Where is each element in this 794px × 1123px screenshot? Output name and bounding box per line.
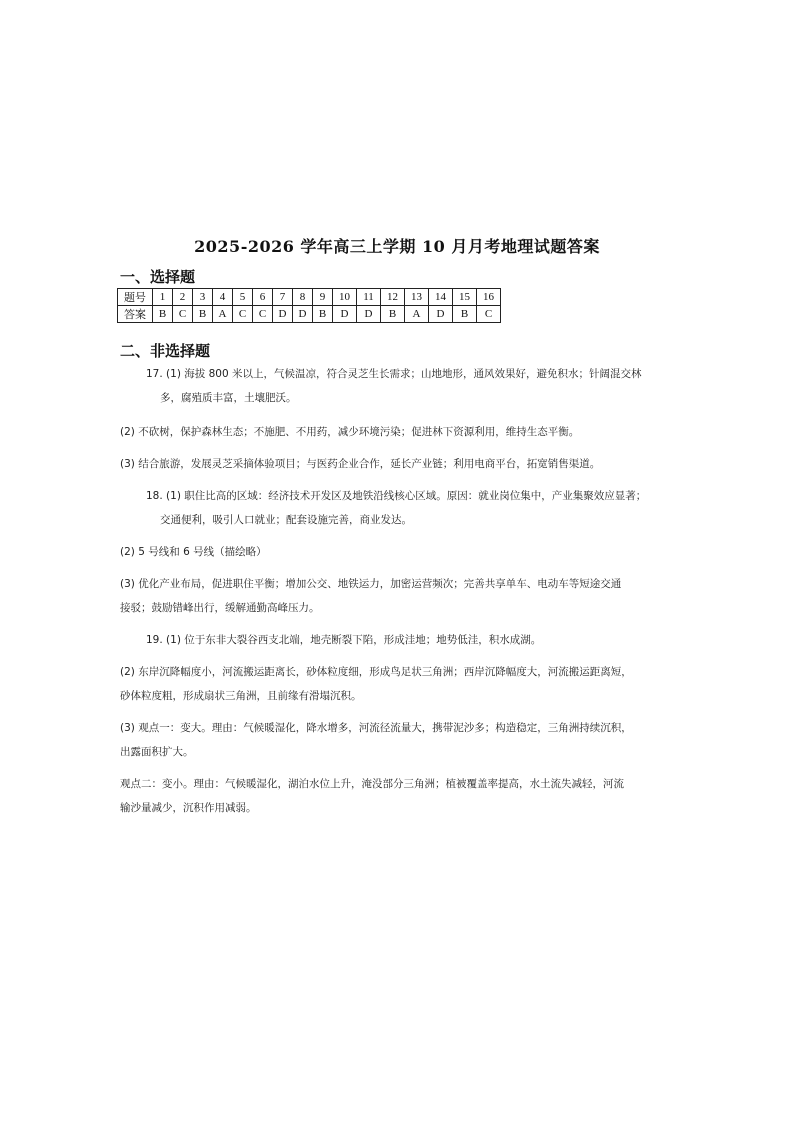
q19-answer-1: 19. (1) 位于东非大裂谷西支北端，地壳断裂下陷，形成洼地；地势低洼，积水成湖。	[146, 634, 542, 646]
table-cell: 10	[333, 289, 357, 306]
table-cell: B	[313, 306, 333, 323]
table-header-cell: 答案	[118, 306, 153, 323]
q17-answer-1: 17. (1) 海拔 800 米以上，气候温凉，符合灵芝生长需求；山地地形，通风效果好，避免积水；针阔混交林	[146, 368, 642, 380]
table-header-cell: 题号	[118, 289, 153, 306]
q18-answer-3-cont: 接驳；鼓励错峰出行，缓解通勤高峰压力。	[120, 602, 320, 614]
q19-answer-4-cont: 输沙量减少，沉积作用减弱。	[120, 802, 257, 814]
table-cell: 16	[477, 289, 501, 306]
table-cell: C	[253, 306, 273, 323]
table-cell: 14	[429, 289, 453, 306]
q19-answer-3: (3) 观点一：变大。理由：气候暖湿化，降水增多，河流径流量大，携带泥沙多；构造稳定，三角洲持续沉积，	[120, 722, 632, 734]
table-cell: B	[453, 306, 477, 323]
table-cell: 1	[153, 289, 173, 306]
table-row-numbers	[118, 289, 501, 306]
table-cell: D	[273, 306, 293, 323]
table-cell: 15	[453, 289, 477, 306]
table-cell: 12	[381, 289, 405, 306]
table-cell: A	[405, 306, 429, 323]
table-cell: 2	[173, 289, 193, 306]
q18-answer-3: (3) 优化产业布局，促进职住平衡；增加公交、地铁运力，加密运营频次；完善共享单车、电动车等短途交通	[120, 578, 622, 590]
table-cell: 9	[313, 289, 333, 306]
table-cell: D	[429, 306, 453, 323]
table-cell: 4	[213, 289, 233, 306]
table-cell: 13	[405, 289, 429, 306]
q17-answer-3: (3) 结合旅游，发展灵芝采摘体验项目；与医药企业合作，延长产业链；利用电商平台，拓宽销售渠道。	[120, 458, 601, 470]
table-cell: D	[357, 306, 381, 323]
q19-answer-2: (2) 东岸沉降幅度小，河流搬运距离长，砂体粒度细，形成鸟足状三角洲；西岸沉降幅度大，河流搬运距离短，	[120, 666, 632, 678]
table-cell: B	[153, 306, 173, 323]
q18-answer-1: 18. (1) 职住比高的区域：经济技术开发区及地铁沿线核心区域。原因：就业岗位集中，产业集聚效应显著；	[146, 490, 647, 502]
q19-answer-4: 观点二：变小。理由：气候暖湿化，湖泊水位上升，淹没部分三角洲；植被覆盖率提高，水土流失减轻，河流	[120, 778, 624, 790]
table-cell: C	[477, 306, 501, 323]
table-cell: C	[173, 306, 193, 323]
table-cell: 7	[273, 289, 293, 306]
table-cell: 11	[357, 289, 381, 306]
page-title: 2025-2026 学年高三上学期 10 月月考地理试题答案	[194, 237, 600, 256]
table-cell: 5	[233, 289, 253, 306]
table-cell: B	[381, 306, 405, 323]
table-row-answers	[118, 306, 501, 323]
q19-answer-2-cont: 砂体粒度粗，形成扇状三角洲，且前缘有滑塌沉积。	[120, 690, 362, 702]
section-heading-choice: 一、选择题	[120, 268, 196, 286]
q19-answer-3-cont: 出露面积扩大。	[120, 746, 194, 758]
q18-answer-2: (2) 5 号线和 6 号线（描绘略）	[120, 546, 267, 558]
answer-table	[117, 288, 501, 323]
table-cell: A	[213, 306, 233, 323]
q17-answer-2: (2) 不砍树，保护森林生态；不施肥、不用药，减少环境污染；促进林下资源利用，维持生态平衡。	[120, 426, 580, 438]
q17-answer-1-cont: 多，腐殖质丰富，土壤肥沃。	[160, 392, 297, 404]
table-cell: B	[193, 306, 213, 323]
table-cell: C	[233, 306, 253, 323]
q18-answer-1-cont: 交通便利，吸引人口就业；配套设施完善，商业发达。	[160, 514, 412, 526]
table-cell: 3	[193, 289, 213, 306]
section-heading-nonchoice: 二、非选择题	[120, 342, 211, 360]
table-cell: D	[333, 306, 357, 323]
table-cell: 8	[293, 289, 313, 306]
table-cell: D	[293, 306, 313, 323]
table-cell: 6	[253, 289, 273, 306]
